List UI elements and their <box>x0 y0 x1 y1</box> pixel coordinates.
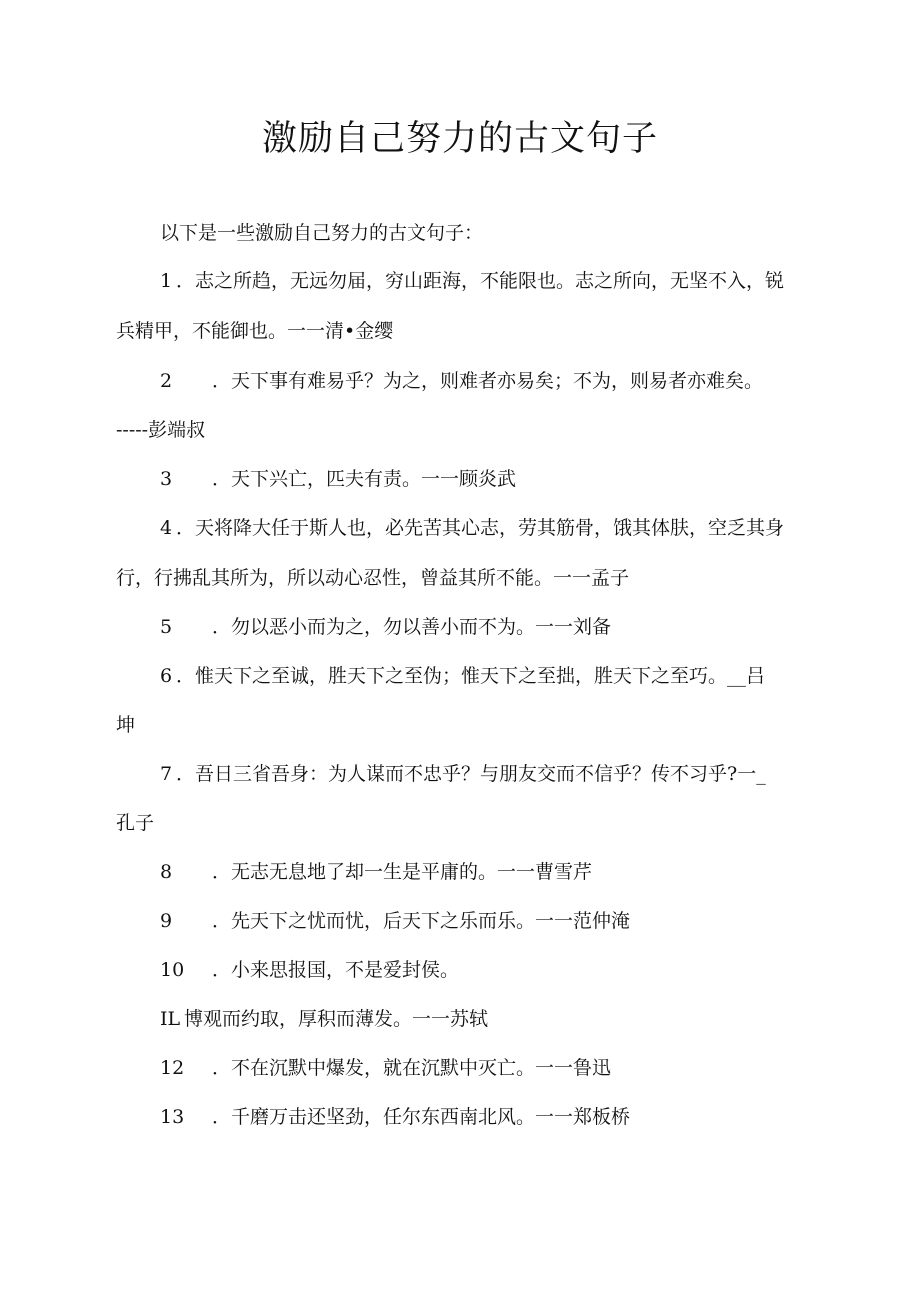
item-text: ．天将降大任于斯人也，必先苦其心志，劳其筋骨，饿其体肤，空乏其身 <box>176 517 785 539</box>
item-text: ．吾日三省吾身：为人谋而不忠乎？与朋友交而不信乎？传不习乎?一_ <box>176 763 766 785</box>
intro-text: 以下是一些激励自己努力的古文句子： <box>160 222 484 244</box>
item-text: ．勿以恶小而为之，勿以善小而不为。一一刘备 <box>212 616 612 638</box>
item-text: ．先天下之忧而忧，后天下之乐而乐。一一范仲淹 <box>212 910 631 932</box>
item-number: 6 <box>160 665 173 687</box>
item-continuation: 行，行拂乱其所为，所以动心忍性，曾益其所不能。一一孟子 <box>116 567 630 589</box>
list-item <box>160 1055 860 1081</box>
item-number: 9 <box>160 910 173 932</box>
item-number: 12 <box>160 1057 185 1079</box>
item-number: 2 <box>160 370 173 392</box>
list-item <box>160 614 860 640</box>
item-number: 1 <box>160 270 173 292</box>
list-item <box>160 908 860 934</box>
item-text: ．千磨万击还坚劲，任尔东西南北风。一一郑板桥 <box>212 1106 631 1128</box>
item-number: 10 <box>160 959 185 981</box>
item-text: ．惟天下之至诚，胜天下之至伪；惟天下之至拙，胜天下之至巧。__吕 <box>176 665 766 687</box>
item-text: ．无志无息地了却一生是平庸的。一一曹雪芹 <box>212 861 593 883</box>
list-item <box>160 663 860 689</box>
item-number: 13 <box>160 1106 185 1128</box>
list-item <box>160 368 860 394</box>
item-number: 7 <box>160 763 173 785</box>
item-text: ．天下兴亡，匹夫有责。一一顾炎武 <box>212 468 517 490</box>
item-text: ．天下事有难易乎？为之，则难者亦易矣；不为，则易者亦难矣。 <box>212 370 764 392</box>
item-text: ．小来思报国，不是爱封侯。 <box>212 959 460 981</box>
item-continuation: 坤 <box>116 714 136 736</box>
item-number: 8 <box>160 861 173 883</box>
document-title: 激励自己努力的古文句子 <box>261 119 658 159</box>
list-item <box>160 1006 860 1032</box>
item-text: 博观而约取，厚积而薄发。一一苏轼 <box>184 1008 489 1030</box>
item-text: ．志之所趋，无远勿届，穷山距海，不能限也。志之所向，无坚不入，锐 <box>176 270 785 292</box>
item-continuation: -----彭端叔 <box>116 419 206 441</box>
item-continuation: 兵精甲，不能御也。一一清•金缨 <box>116 320 394 342</box>
list-item <box>160 957 860 983</box>
item-text: ．不在沉默中爆发，就在沉默中灭亡。一一鲁迅 <box>212 1057 612 1079</box>
item-number: 3 <box>160 468 173 490</box>
item-number: IL <box>160 1008 181 1030</box>
list-item <box>160 268 860 294</box>
list-item <box>160 515 860 541</box>
list-item <box>160 466 860 492</box>
list-item <box>160 859 860 885</box>
list-item <box>160 1104 860 1130</box>
item-continuation: 孔子 <box>116 812 155 834</box>
item-number: 4 <box>160 517 173 539</box>
item-number: 5 <box>160 616 173 638</box>
list-item <box>160 761 860 787</box>
